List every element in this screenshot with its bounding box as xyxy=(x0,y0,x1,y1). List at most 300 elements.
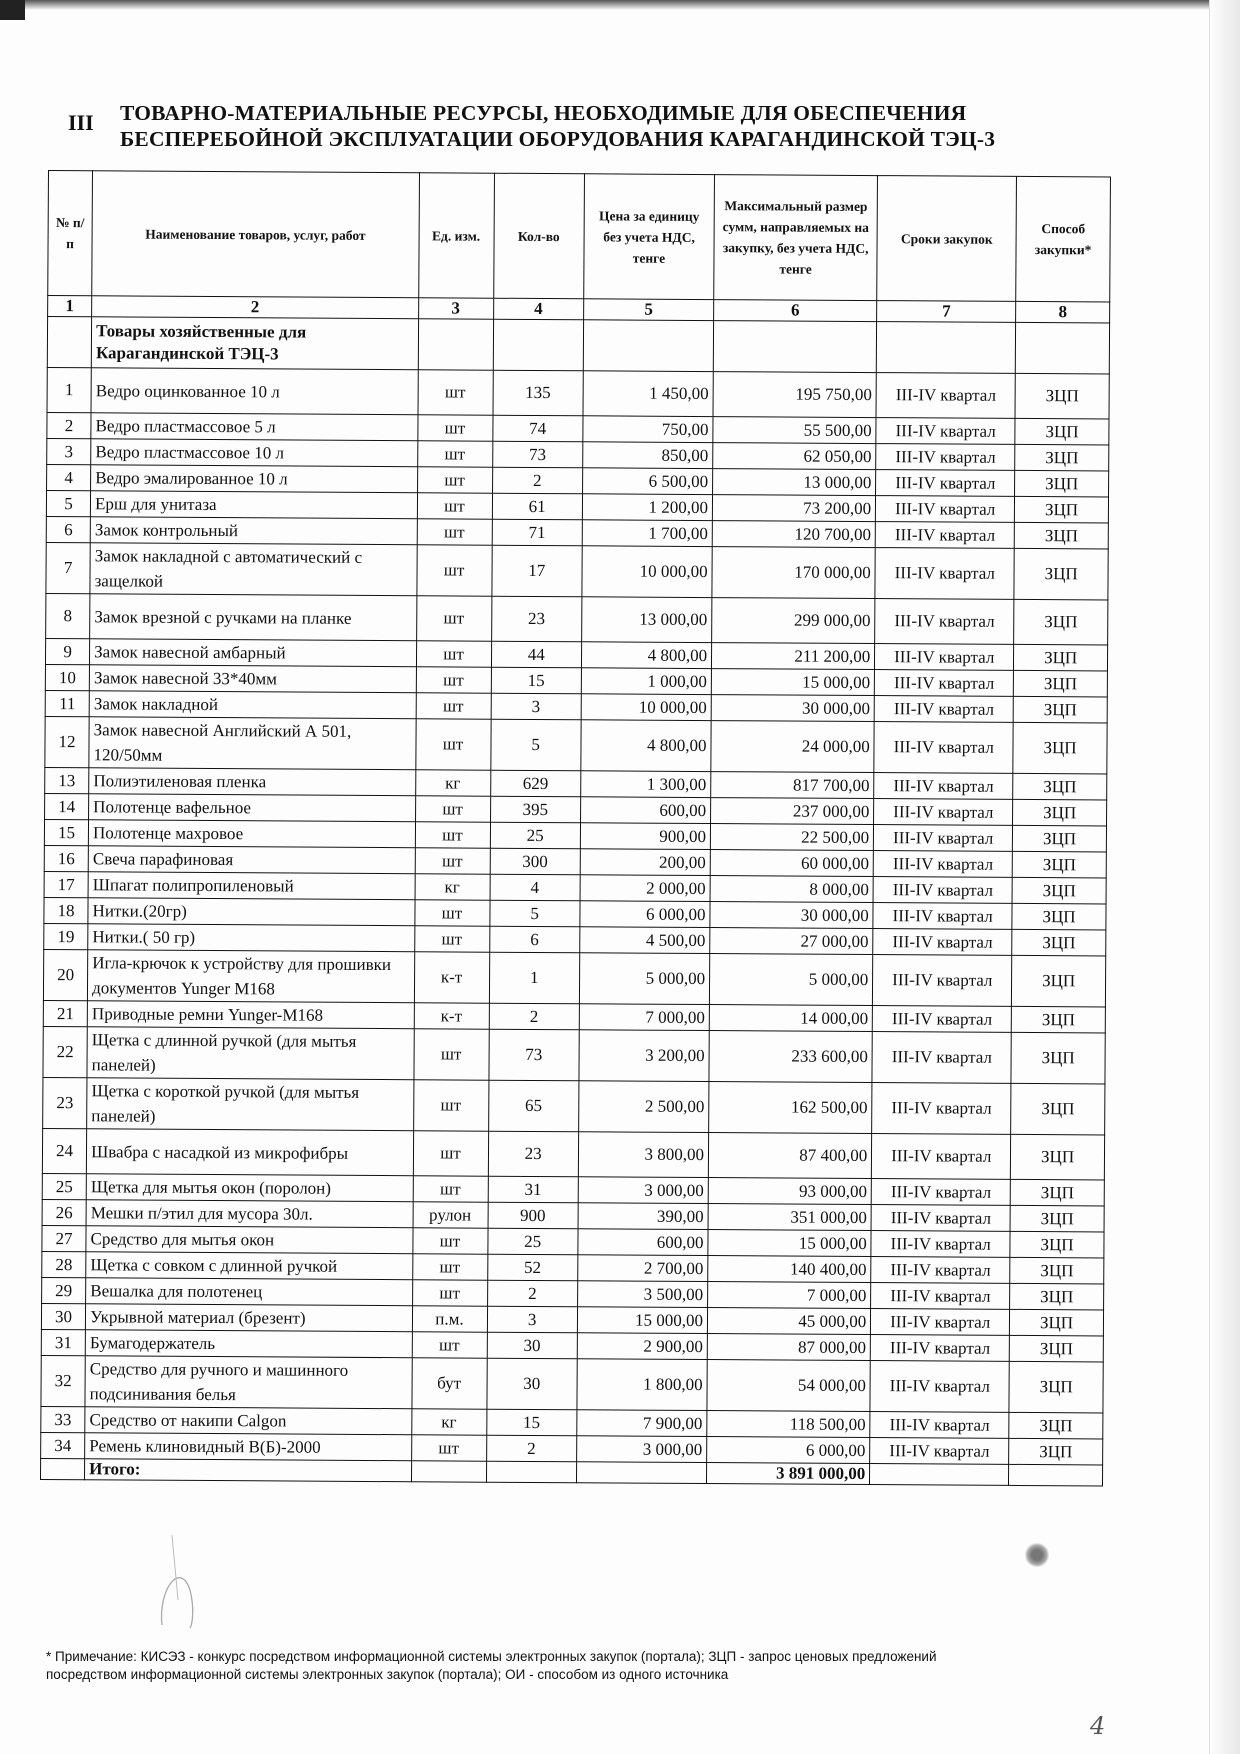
group-num-cell xyxy=(47,317,91,368)
item-purchase-method: ЗЦП xyxy=(1014,644,1108,671)
item-name: Средство для ручного и машинного подсинивания белья xyxy=(85,1356,412,1409)
row-number: 5 xyxy=(46,490,90,516)
section-title-line-2: БЕСПЕРЕБОЙНОЙ ЭКСПЛУАТАЦИИ ОБОРУДОВАНИЯ КАРАГАНДИНСКОЙ ТЭЦ-3 xyxy=(120,127,996,151)
item-purchase-method: ЗЦП xyxy=(1013,696,1107,723)
item-unit: кг xyxy=(411,1409,486,1435)
item-name: Щетка для мытья окон (поролон) xyxy=(86,1174,413,1202)
total-num-cell xyxy=(41,1458,85,1479)
item-name: Бумагодержатель xyxy=(85,1330,412,1358)
row-number: 4 xyxy=(47,464,91,490)
item-quantity: 5 xyxy=(490,719,581,771)
item-purchase-term: III-IV квартал xyxy=(874,696,1013,723)
item-unit: шт xyxy=(417,519,492,545)
ink-blot xyxy=(1025,1542,1049,1568)
item-unit: шт xyxy=(413,1176,488,1202)
item-purchase-method: ЗЦП xyxy=(1015,496,1109,523)
item-purchase-term: III-IV квартал xyxy=(871,1335,1010,1362)
section-title-line-1: ТОВАРНО-МАТЕРИАЛЬНЫЕ РЕСУРСЫ, НЕОБХОДИМЫЕ ДЛЯ ОБЕСПЕЧЕНИЯ xyxy=(120,101,967,125)
item-quantity: 3 xyxy=(487,1306,578,1333)
item-unit-price: 7 000,00 xyxy=(579,1004,709,1031)
row-number: 14 xyxy=(45,793,89,819)
item-quantity: 74 xyxy=(492,415,583,442)
total-label: Итого: xyxy=(85,1459,412,1482)
row-number: 30 xyxy=(41,1303,85,1329)
item-purchase-method: ЗЦП xyxy=(1014,522,1108,549)
item-quantity: 52 xyxy=(487,1254,578,1281)
item-max-sum: 237 000,00 xyxy=(711,798,874,825)
item-unit: шт xyxy=(417,441,492,467)
item-quantity: 6 xyxy=(489,926,580,953)
row-number: 34 xyxy=(41,1432,85,1458)
scan-edge-top xyxy=(0,0,1240,10)
item-purchase-method: ЗЦП xyxy=(1011,1134,1105,1180)
item-unit-price: 3 000,00 xyxy=(578,1177,708,1204)
item-name: Ведро эмалированное 10 л xyxy=(91,465,418,493)
item-name: Вешалка для полотенец xyxy=(86,1278,413,1306)
item-purchase-term: III-IV квартал xyxy=(874,722,1013,774)
item-unit: шт xyxy=(412,1254,487,1280)
header-method: Способ закупки* xyxy=(1016,176,1111,302)
item-purchase-term: III-IV квартал xyxy=(876,496,1015,523)
item-unit-price: 4 800,00 xyxy=(581,720,711,772)
item-purchase-method: ЗЦП xyxy=(1012,903,1106,930)
item-purchase-term: III-IV квартал xyxy=(871,1205,1010,1232)
item-max-sum: 233 600,00 xyxy=(709,1031,873,1083)
section-title xyxy=(120,100,995,152)
item-purchase-term: III-IV квартал xyxy=(871,1257,1010,1284)
empty-cell xyxy=(486,1461,577,1483)
item-purchase-method: ЗЦП xyxy=(1009,1438,1103,1465)
item-name: Замок навесной амбарный xyxy=(90,639,417,667)
item-unit-price: 1 800,00 xyxy=(577,1359,707,1411)
page-number: 4 xyxy=(1090,1712,1106,1740)
item-purchase-method: ЗЦП xyxy=(1013,773,1107,800)
item-unit-price: 4 500,00 xyxy=(580,927,710,954)
item-purchase-term: III-IV квартал xyxy=(872,1032,1011,1084)
item-purchase-term: III-IV квартал xyxy=(870,1361,1009,1413)
item-purchase-term: III-IV квартал xyxy=(876,470,1015,497)
item-quantity: 73 xyxy=(488,1029,579,1081)
item-purchase-term: III-IV квартал xyxy=(873,851,1012,878)
item-unit: шт xyxy=(418,370,493,415)
item-max-sum: 45 000,00 xyxy=(707,1308,870,1335)
item-purchase-term: III-IV квартал xyxy=(871,1309,1010,1336)
column-number: 4 xyxy=(493,298,584,320)
item-purchase-term: III-IV квартал xyxy=(875,670,1014,697)
item-quantity: 2 xyxy=(492,467,583,494)
item-quantity: 2 xyxy=(486,1435,577,1462)
item-unit-price: 600,00 xyxy=(580,797,710,824)
footnote: * Примечание: КИСЭЗ - конкурс посредством информационной системы электронных закупок (портала); ЗЦП - запрос ценовых предложений посредством информационной системы электронных закупок (портала); ОИ - способом из одного источника xyxy=(46,1649,937,1682)
item-name: Ведро пластмассовое 5 л xyxy=(91,413,418,441)
item-unit-price: 10 000,00 xyxy=(582,546,712,598)
item-quantity: 17 xyxy=(491,545,582,597)
item-unit: шт xyxy=(415,848,490,874)
item-quantity: 31 xyxy=(488,1176,579,1203)
item-name: Игла-крючок к устройству для прошивки документов Yunger M168 xyxy=(88,950,415,1003)
row-number: 13 xyxy=(45,767,89,793)
row-number: 15 xyxy=(44,819,88,845)
item-purchase-term: III-IV квартал xyxy=(870,1412,1009,1439)
item-unit-price: 2 500,00 xyxy=(579,1081,709,1133)
row-number: 28 xyxy=(42,1251,86,1277)
empty-cell xyxy=(418,319,493,370)
item-quantity: 5 xyxy=(489,900,580,927)
item-name: Нитки.( 50 гр) xyxy=(88,924,415,952)
item-purchase-method: ЗЦП xyxy=(1011,1083,1105,1135)
item-max-sum: 140 400,00 xyxy=(708,1256,871,1283)
item-unit: п.м. xyxy=(412,1306,487,1332)
item-max-sum: 27 000,00 xyxy=(710,928,873,955)
empty-cell xyxy=(1009,1464,1103,1486)
item-max-sum: 351 000,00 xyxy=(708,1204,871,1231)
item-max-sum: 87 400,00 xyxy=(708,1133,871,1179)
item-max-sum: 62 050,00 xyxy=(713,443,876,470)
item-purchase-term: III-IV квартал xyxy=(876,418,1015,445)
item-max-sum: 73 200,00 xyxy=(712,495,875,522)
item-max-sum: 60 000,00 xyxy=(710,850,873,877)
resources-table xyxy=(40,170,1111,1486)
item-purchase-term: III-IV квартал xyxy=(873,1006,1012,1033)
item-unit: шт xyxy=(417,493,492,519)
item-purchase-method: ЗЦП xyxy=(1011,1006,1105,1033)
item-max-sum: 54 000,00 xyxy=(707,1360,871,1412)
row-number: 12 xyxy=(45,716,89,767)
item-name: Замок контрольный xyxy=(90,517,417,545)
item-unit-price: 2 700,00 xyxy=(578,1255,708,1282)
empty-cell xyxy=(713,321,877,373)
item-purchase-term: III-IV квартал xyxy=(875,548,1014,600)
item-unit-price: 15 000,00 xyxy=(577,1307,707,1334)
item-max-sum: 5 000,00 xyxy=(709,954,873,1006)
row-number: 8 xyxy=(46,593,90,638)
item-max-sum: 162 500,00 xyxy=(709,1082,873,1134)
item-name: Замок накладной с автоматический с защелкой xyxy=(90,543,417,596)
item-max-sum: 87 000,00 xyxy=(707,1334,870,1361)
header-sum: Максимальный размер сумм, направляемых на закупку, без учета НДС, тенге xyxy=(714,175,878,301)
row-number: 26 xyxy=(42,1199,86,1225)
item-unit: шт xyxy=(412,1228,487,1254)
item-purchase-term: III-IV квартал xyxy=(873,929,1012,956)
item-quantity: 4 xyxy=(490,874,581,901)
item-max-sum: 299 000,00 xyxy=(712,598,875,644)
item-purchase-term: III-IV квартал xyxy=(870,1438,1009,1465)
item-unit: шт xyxy=(415,796,490,822)
item-max-sum: 14 000,00 xyxy=(709,1005,872,1032)
item-name: Средство для мытья окон xyxy=(86,1226,413,1254)
header-row xyxy=(48,171,1111,302)
item-quantity: 23 xyxy=(488,1131,579,1177)
item-name: Шпагат полипропиленовый xyxy=(88,872,415,900)
item-name: Полотенце вафельное xyxy=(89,794,416,822)
item-unit-price: 1 450,00 xyxy=(583,371,713,417)
item-purchase-term: III-IV квартал xyxy=(872,1083,1011,1135)
item-unit: шт xyxy=(417,415,492,441)
row-number: 9 xyxy=(45,638,89,664)
row-number: 16 xyxy=(44,845,88,871)
item-unit-price: 7 900,00 xyxy=(577,1410,707,1437)
header-qty: Кол-во xyxy=(493,173,584,299)
item-purchase-method: ЗЦП xyxy=(1010,1231,1104,1258)
item-unit: шт xyxy=(413,1029,488,1080)
item-name: Ведро пластмассовое 10 л xyxy=(91,439,418,467)
item-unit-price: 900,00 xyxy=(580,823,710,850)
row-number: 2 xyxy=(47,412,91,438)
group-label: Товары хозяйственные для Карагандинской ТЭЦ-3 xyxy=(91,317,418,370)
item-quantity: 15 xyxy=(491,667,582,694)
item-unit-price: 1 300,00 xyxy=(581,771,711,798)
row-number: 32 xyxy=(41,1355,85,1406)
row-number: 10 xyxy=(45,664,89,690)
item-purchase-method: ЗЦП xyxy=(1012,851,1106,878)
item-quantity: 61 xyxy=(492,493,583,520)
row-number: 33 xyxy=(41,1406,85,1432)
item-purchase-method: ЗЦП xyxy=(1012,929,1106,956)
item-unit-price: 1 200,00 xyxy=(582,494,712,521)
item-name: Свеча парафиновая xyxy=(88,846,415,874)
pen-signature-mark xyxy=(150,1530,210,1630)
column-number: 3 xyxy=(418,298,493,319)
column-number: 1 xyxy=(48,296,92,317)
item-unit: шт xyxy=(416,641,491,667)
item-max-sum: 93 000,00 xyxy=(708,1178,871,1205)
item-quantity: 44 xyxy=(491,641,582,668)
row-number: 21 xyxy=(43,1000,87,1026)
row-number: 19 xyxy=(44,923,88,949)
item-quantity: 3 xyxy=(491,693,582,720)
table-row xyxy=(45,716,1107,773)
item-max-sum: 55 500,00 xyxy=(713,417,876,444)
item-quantity: 2 xyxy=(489,1003,580,1030)
item-purchase-method: ЗЦП xyxy=(1014,670,1108,697)
item-name: Ведро оцинкованное 10 л xyxy=(91,368,418,415)
item-purchase-term: III-IV квартал xyxy=(875,522,1014,549)
item-max-sum: 120 700,00 xyxy=(712,521,875,548)
item-unit: шт xyxy=(412,1280,487,1306)
item-max-sum: 24 000,00 xyxy=(711,721,875,773)
header-term: Сроки закупок xyxy=(877,176,1017,302)
item-purchase-term: III-IV квартал xyxy=(871,1283,1010,1310)
item-name: Приводные ремни Yunger-M168 xyxy=(87,1001,414,1029)
item-unit-price: 6 000,00 xyxy=(580,901,710,928)
item-max-sum: 30 000,00 xyxy=(710,902,873,929)
item-purchase-method: ЗЦП xyxy=(1009,1335,1103,1362)
item-purchase-term: III-IV квартал xyxy=(873,903,1012,930)
item-purchase-method: ЗЦП xyxy=(1011,1032,1105,1084)
item-purchase-method: ЗЦП xyxy=(1015,470,1109,497)
item-purchase-method: ЗЦП xyxy=(1010,1309,1104,1336)
item-quantity: 71 xyxy=(492,519,583,546)
item-quantity: 900 xyxy=(488,1202,579,1229)
item-purchase-method: ЗЦП xyxy=(1013,722,1107,774)
item-unit-price: 3 200,00 xyxy=(579,1030,709,1082)
table-row xyxy=(46,593,1108,644)
item-quantity: 135 xyxy=(493,370,584,416)
item-unit-price: 3 000,00 xyxy=(577,1436,707,1463)
item-max-sum: 170 000,00 xyxy=(712,547,876,599)
column-number: 2 xyxy=(92,296,419,319)
header-price: Цена за единицу без учета НДС, тенге xyxy=(584,174,715,300)
item-unit-price: 2 900,00 xyxy=(577,1333,707,1360)
item-purchase-term: III-IV квартал xyxy=(871,1231,1010,1258)
row-number: 24 xyxy=(42,1128,86,1173)
empty-cell xyxy=(877,322,1016,374)
item-name: Замок навесной 33*40мм xyxy=(89,665,416,693)
item-quantity: 15 xyxy=(486,1409,577,1436)
item-purchase-term: III-IV квартал xyxy=(876,444,1015,471)
row-number: 17 xyxy=(44,871,88,897)
item-purchase-term: III-IV квартал xyxy=(871,1179,1010,1206)
item-unit: кг xyxy=(415,874,490,900)
item-max-sum: 195 750,00 xyxy=(713,372,876,418)
header-name: Наименование товаров, услуг, работ xyxy=(92,171,419,298)
item-unit-price: 200,00 xyxy=(580,849,710,876)
item-purchase-method: ЗЦП xyxy=(1010,1257,1104,1284)
empty-cell xyxy=(411,1461,486,1482)
item-unit: шт xyxy=(417,467,492,493)
row-number: 27 xyxy=(42,1225,86,1251)
row-number: 31 xyxy=(41,1329,85,1355)
empty-cell xyxy=(493,319,584,371)
item-name: Швабра с насадкой из микрофибры xyxy=(86,1129,413,1176)
item-purchase-term: III-IV квартал xyxy=(875,599,1014,645)
item-max-sum: 817 700,00 xyxy=(711,772,874,799)
item-purchase-term: III-IV квартал xyxy=(876,373,1015,419)
item-purchase-method: ЗЦП xyxy=(1014,548,1108,600)
item-unit: шт xyxy=(412,1332,487,1358)
item-purchase-term: III-IV квартал xyxy=(875,644,1014,671)
item-name: Укрывной материал (брезент) xyxy=(86,1304,413,1332)
table-row xyxy=(43,1077,1105,1134)
item-name: Полиэтиленовая пленка xyxy=(89,768,416,796)
item-name: Замок накладной xyxy=(89,691,416,719)
item-unit: шт xyxy=(413,1131,488,1176)
row-number: 11 xyxy=(45,690,89,716)
row-number: 3 xyxy=(47,438,91,464)
item-purchase-method: ЗЦП xyxy=(1015,444,1109,471)
item-unit-price: 750,00 xyxy=(583,416,713,443)
item-max-sum: 211 200,00 xyxy=(712,643,875,670)
item-quantity: 23 xyxy=(491,596,582,642)
item-unit: кг xyxy=(415,770,490,796)
item-max-sum: 15 000,00 xyxy=(711,669,874,696)
item-quantity: 629 xyxy=(490,770,581,797)
scan-corner xyxy=(0,0,25,20)
row-number: 7 xyxy=(46,542,90,593)
item-name: Ерш для унитаза xyxy=(90,491,417,519)
item-unit: шт xyxy=(415,719,490,770)
item-purchase-term: III-IV квартал xyxy=(873,955,1012,1007)
item-purchase-term: III-IV квартал xyxy=(873,877,1012,904)
item-quantity: 25 xyxy=(487,1228,578,1255)
item-unit: шт xyxy=(416,667,491,693)
row-number: 6 xyxy=(46,516,90,542)
item-name: Ремень клиновидный В(Б)-2000 xyxy=(85,1433,412,1461)
item-purchase-method: ЗЦП xyxy=(1014,599,1108,645)
empty-cell xyxy=(1015,322,1109,374)
item-purchase-term: III-IV квартал xyxy=(874,773,1013,800)
item-unit: шт xyxy=(414,926,489,952)
item-purchase-method: ЗЦП xyxy=(1010,1179,1104,1206)
item-unit: шт xyxy=(415,822,490,848)
item-unit: к-т xyxy=(414,1003,489,1029)
item-name: Средство от накипи Calgon xyxy=(85,1407,412,1435)
item-quantity: 395 xyxy=(490,796,581,823)
item-unit-price: 10 000,00 xyxy=(581,694,711,721)
item-purchase-method: ЗЦП xyxy=(1015,373,1109,419)
item-max-sum: 118 500,00 xyxy=(707,1411,870,1438)
row-number: 29 xyxy=(42,1277,86,1303)
row-number: 20 xyxy=(43,949,87,1000)
item-unit: рулон xyxy=(413,1202,488,1228)
item-quantity: 73 xyxy=(492,441,583,468)
item-unit-price: 1 000,00 xyxy=(581,668,711,695)
item-unit: шт xyxy=(416,545,491,596)
header-num: № п/п xyxy=(48,171,93,296)
item-name: Замок врезной с ручками на планке xyxy=(90,594,417,641)
table-row xyxy=(46,542,1108,599)
item-max-sum: 6 000,00 xyxy=(707,1437,870,1464)
item-purchase-term: III-IV квартал xyxy=(872,1134,1011,1180)
item-name: Щетка с короткой ручкой (для мытья панелей) xyxy=(87,1078,414,1131)
column-number: 5 xyxy=(584,299,714,321)
row-number: 18 xyxy=(44,897,88,923)
item-unit-price: 4 800,00 xyxy=(581,642,711,669)
item-unit: бут xyxy=(411,1358,486,1409)
item-name: Щетка с совком с длинной ручкой xyxy=(86,1252,413,1280)
item-quantity: 25 xyxy=(490,822,581,849)
item-unit: шт xyxy=(416,693,491,719)
item-unit-price: 6 500,00 xyxy=(582,468,712,495)
item-name: Полотенце махровое xyxy=(88,820,415,848)
item-unit-price: 390,00 xyxy=(578,1203,708,1230)
table-row xyxy=(42,1128,1104,1179)
item-quantity: 30 xyxy=(486,1358,577,1410)
item-name: Замок навесной Английский А 501, 120/50мм xyxy=(89,717,416,770)
total-sum: 3 891 000,00 xyxy=(707,1463,870,1485)
item-unit: шт xyxy=(416,596,491,641)
item-max-sum: 15 000,00 xyxy=(708,1230,871,1257)
item-purchase-term: III-IV квартал xyxy=(874,799,1013,826)
item-name: Щетка с длинной ручкой (для мытья панелей) xyxy=(87,1027,414,1080)
item-quantity: 65 xyxy=(488,1080,579,1132)
row-number: 23 xyxy=(43,1077,87,1128)
table-row xyxy=(41,1355,1103,1412)
item-unit-price: 1 700,00 xyxy=(582,520,712,547)
item-purchase-method: ЗЦП xyxy=(1012,955,1106,1007)
row-number: 25 xyxy=(42,1173,86,1199)
table-row xyxy=(43,949,1105,1006)
item-unit-price: 3 500,00 xyxy=(578,1281,708,1308)
item-unit-price: 2 000,00 xyxy=(580,875,710,902)
item-unit: шт xyxy=(411,1435,486,1461)
row-number: 1 xyxy=(47,367,91,412)
item-unit-price: 5 000,00 xyxy=(579,953,709,1005)
empty-cell xyxy=(576,1462,706,1484)
item-purchase-method: ЗЦП xyxy=(1010,1205,1104,1232)
column-number: 6 xyxy=(714,300,877,322)
item-unit: шт xyxy=(413,1080,488,1131)
empty-cell xyxy=(870,1464,1009,1486)
item-unit: к-т xyxy=(414,952,489,1003)
section-number: III xyxy=(68,110,94,135)
item-unit-price: 850,00 xyxy=(583,442,713,469)
item-purchase-method: ЗЦП xyxy=(1012,877,1106,904)
item-purchase-term: III-IV квартал xyxy=(874,825,1013,852)
item-unit-price: 600,00 xyxy=(578,1229,708,1256)
item-unit-price: 13 000,00 xyxy=(582,597,712,643)
item-purchase-method: ЗЦП xyxy=(1009,1361,1103,1413)
